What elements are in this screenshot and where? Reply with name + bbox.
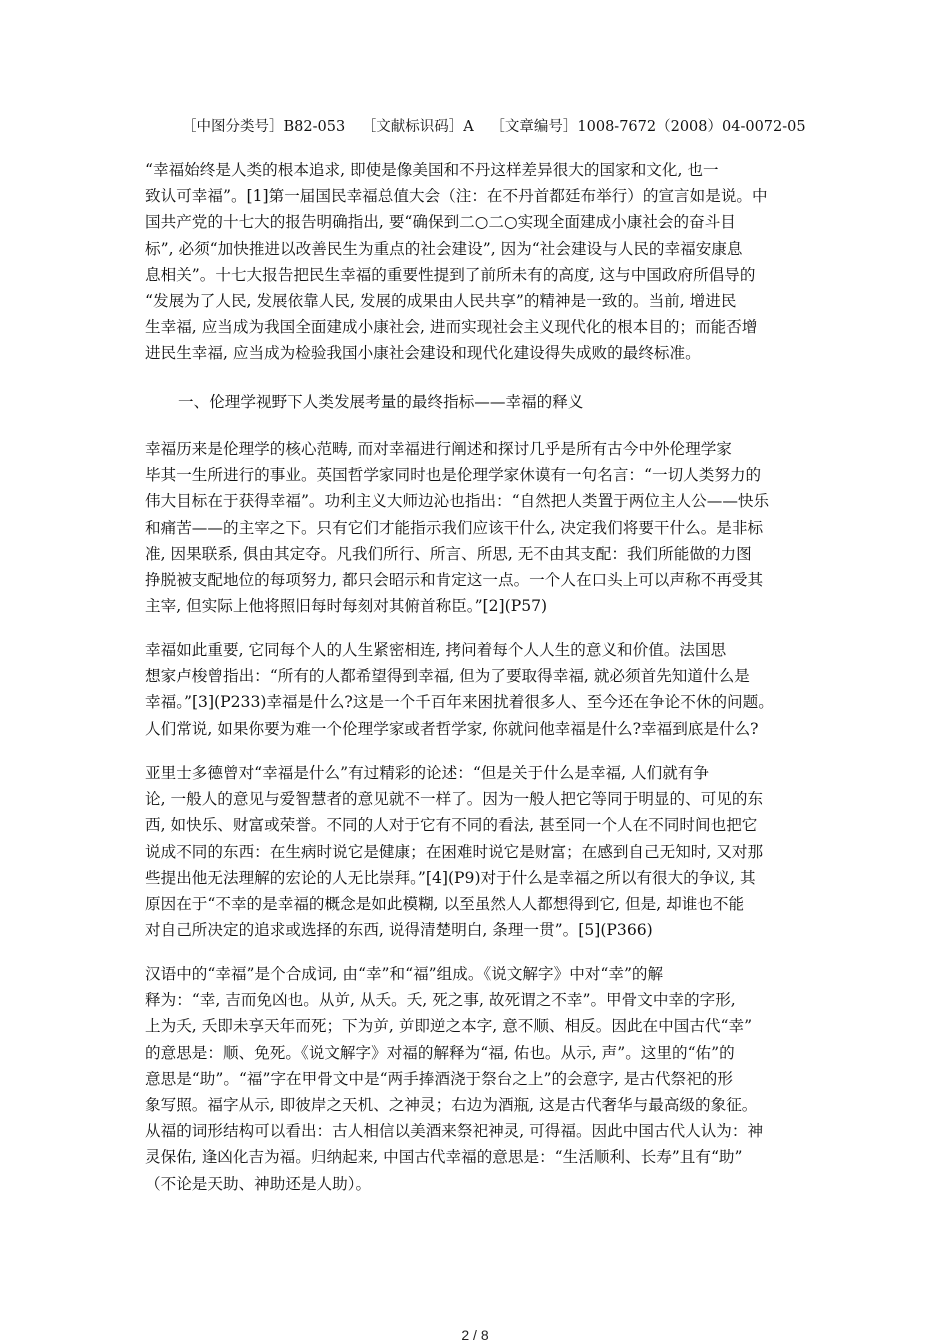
text-line: 和痛苦——的主宰之下。只有它们才能指示我们应该干什么, 决定我们将要干什么。是非标 <box>145 518 764 537</box>
text-line: 致认可幸福”。[1]第一届国民幸福总值大会（注：在不丹首都廷布举行）的宣言如是说。中 <box>145 187 768 206</box>
text-line: 说成不同的东西：在生病时说它是健康；在困难时说它是财富；在感到自己无知时, 又对那 <box>145 842 764 861</box>
paragraph-3 <box>145 637 805 742</box>
text-line: 毕其一生所进行的事业。英国哲学家同时也是伦理学家休谟有一句名言：“一切人类努力的 <box>145 466 762 485</box>
text-line: 息相关”。十七大报告把民生幸福的重要性提到了前所未有的高度, 这与中国政府所倡导的 <box>145 265 756 284</box>
text-line: “幸福始终是人类的根本追求, 即使是像美国和不丹这样差异很大的国家和文化, 也一 <box>145 161 719 179</box>
text-line: 灵保佑, 逢凶化吉为福。归纳起来, 中国古代幸福的意思是：“生活顺利、长寿”且有“助” <box>145 1148 743 1167</box>
text-line: 的意思是：顺、免死。《说文解字》对福的解释为“福, 佑也。从示, 声”。这里的“佑”的 <box>145 1043 735 1062</box>
text-line: 准, 因果联系, 俱由其定夺。凡我们所行、所言、所思, 无不由其支配：我们所能做的力图 <box>145 544 752 563</box>
text-line: 进民生幸福, 应当成为检验我国小康社会建设和现代化建设得失成败的最终标准。 <box>145 344 701 363</box>
text-line: 主宰, 但实际上他将照旧每时每刻对其俯首称臣。”[2](P57) <box>145 597 548 616</box>
text-line: 标”, 必须“加快推进以改善民生为重点的社会建设”, 因为“社会建设与人民的幸福安康息 <box>145 239 743 258</box>
text-line: 意思是“助”。“福”字在甲骨文中是“两手捧酒浇于祭台之上”的会意字, 是古代祭祀的形 <box>145 1069 733 1088</box>
text-line: 释为：“幸, 吉而免凶也。从屰, 从夭。夭, 死之事, 故死谓之不幸”。甲骨文中幸的字形, <box>145 991 736 1010</box>
article-meta <box>182 117 882 137</box>
text-line: 伟大目标在于获得幸福”。功利主义大师边沁也指出：“自然把人类置于两位主人公——快乐 <box>145 492 770 511</box>
text-line: 幸福历来是伦理学的核心范畴, 而对幸福进行阐述和探讨几乎是所有古今中外伦理学家 <box>145 440 732 458</box>
text-line: 从福的词形结构可以看出：古人相信以美酒来祭祀神灵, 可得福。因此中国古代人认为：神 <box>145 1122 764 1141</box>
text-line: 论, 一般人的意见与爱智慧者的意见就不一样了。因为一般人把它等同于明显的、可见的东 <box>145 790 764 809</box>
text-line: 亚里士多德曾对“幸福是什么”有过精彩的论述：“但是关于什么是幸福, 人们就有争 <box>145 764 710 782</box>
text-line: 西, 如快乐、财富或荣誉。不同的人对于它有不同的看法, 甚至同一个人在不同时间也把它 <box>145 816 758 835</box>
page-number: 2 / 8 <box>461 1327 489 1343</box>
text-line: 生幸福, 应当成为我国全面建成小康社会, 进而实现社会主义现代化的根本目的；而能否增 <box>145 318 758 337</box>
text-line: 挣脱被支配地位的每项努力, 都只会昭示和肯定这一点。一个人在口头上可以声称不再受其 <box>145 571 764 590</box>
document-code: ［文献标识码］A <box>361 119 474 135</box>
paragraph-5 <box>145 961 805 1197</box>
article-number: ［文章编号］1008-7672（2008）04-0072-05 <box>490 119 806 135</box>
text-line: 原因在于“不幸的是幸福的概念是如此模糊, 以至虽然人人都想得到它, 但是, 却谁也不能 <box>145 895 745 914</box>
paragraph-4 <box>145 760 805 943</box>
text-line: 些提出他无法理解的宏论的人无比崇拜。”[4](P9)对于什么是幸福之所以有很大的争议, 其 <box>145 868 756 887</box>
text-line: （不论是天助、神助还是人助）。 <box>145 1174 372 1193</box>
text-line: 想家卢梭曾指出：“所有的人都希望得到幸福, 但为了要取得幸福, 就必须首先知道什么是 <box>145 667 750 686</box>
text-line: 象写照。福字从示, 即彼岸之天机、之神灵；右边为酒瓶, 这是古代奢华与最高级的象征。 <box>145 1096 758 1115</box>
text-line: 幸福。”[3](P233)幸福是什么?这是一个千百年来困扰着很多人、至今还在争论不休的问题。 <box>145 693 774 712</box>
classification-number: ［中图分类号］B82-053 <box>182 119 346 135</box>
paragraph-2 <box>145 436 805 619</box>
text-line: 国共产党的十七大的报告明确指出, 要“确保到二○二○实现全面建成小康社会的奋斗目 <box>145 213 736 232</box>
text-line: 汉语中的“幸福”是个合成词, 由“幸”和“福”组成。《说文解字》中对“幸”的解 <box>145 965 664 983</box>
text-line: 人们常说, 如果你要为难一个伦理学家或者哲学家, 你就问他幸福是什么?幸福到底是什么? <box>145 719 759 738</box>
text-line: 对自己所决定的追求或选择的东西, 说得清楚明白, 条理一贯”。[5](P366) <box>145 921 653 940</box>
paragraph-1 <box>145 157 805 367</box>
text-line: 上为夭, 夭即未享天年而死；下为屰, 屰即逆之本字, 意不顺、相反。因此在中国古代“幸” <box>145 1017 753 1036</box>
text-line: 幸福如此重要, 它同每个人的人生紧密相连, 拷问着每个人人生的意义和价值。法国思 <box>145 641 727 659</box>
text-line: “发展为了人民, 发展依靠人民, 发展的成果由人民共享”的精神是一致的。当前, 增进民 <box>145 292 737 311</box>
section-heading: 一、伦理学视野下人类发展考量的最终指标——幸福的释义 <box>178 393 584 411</box>
